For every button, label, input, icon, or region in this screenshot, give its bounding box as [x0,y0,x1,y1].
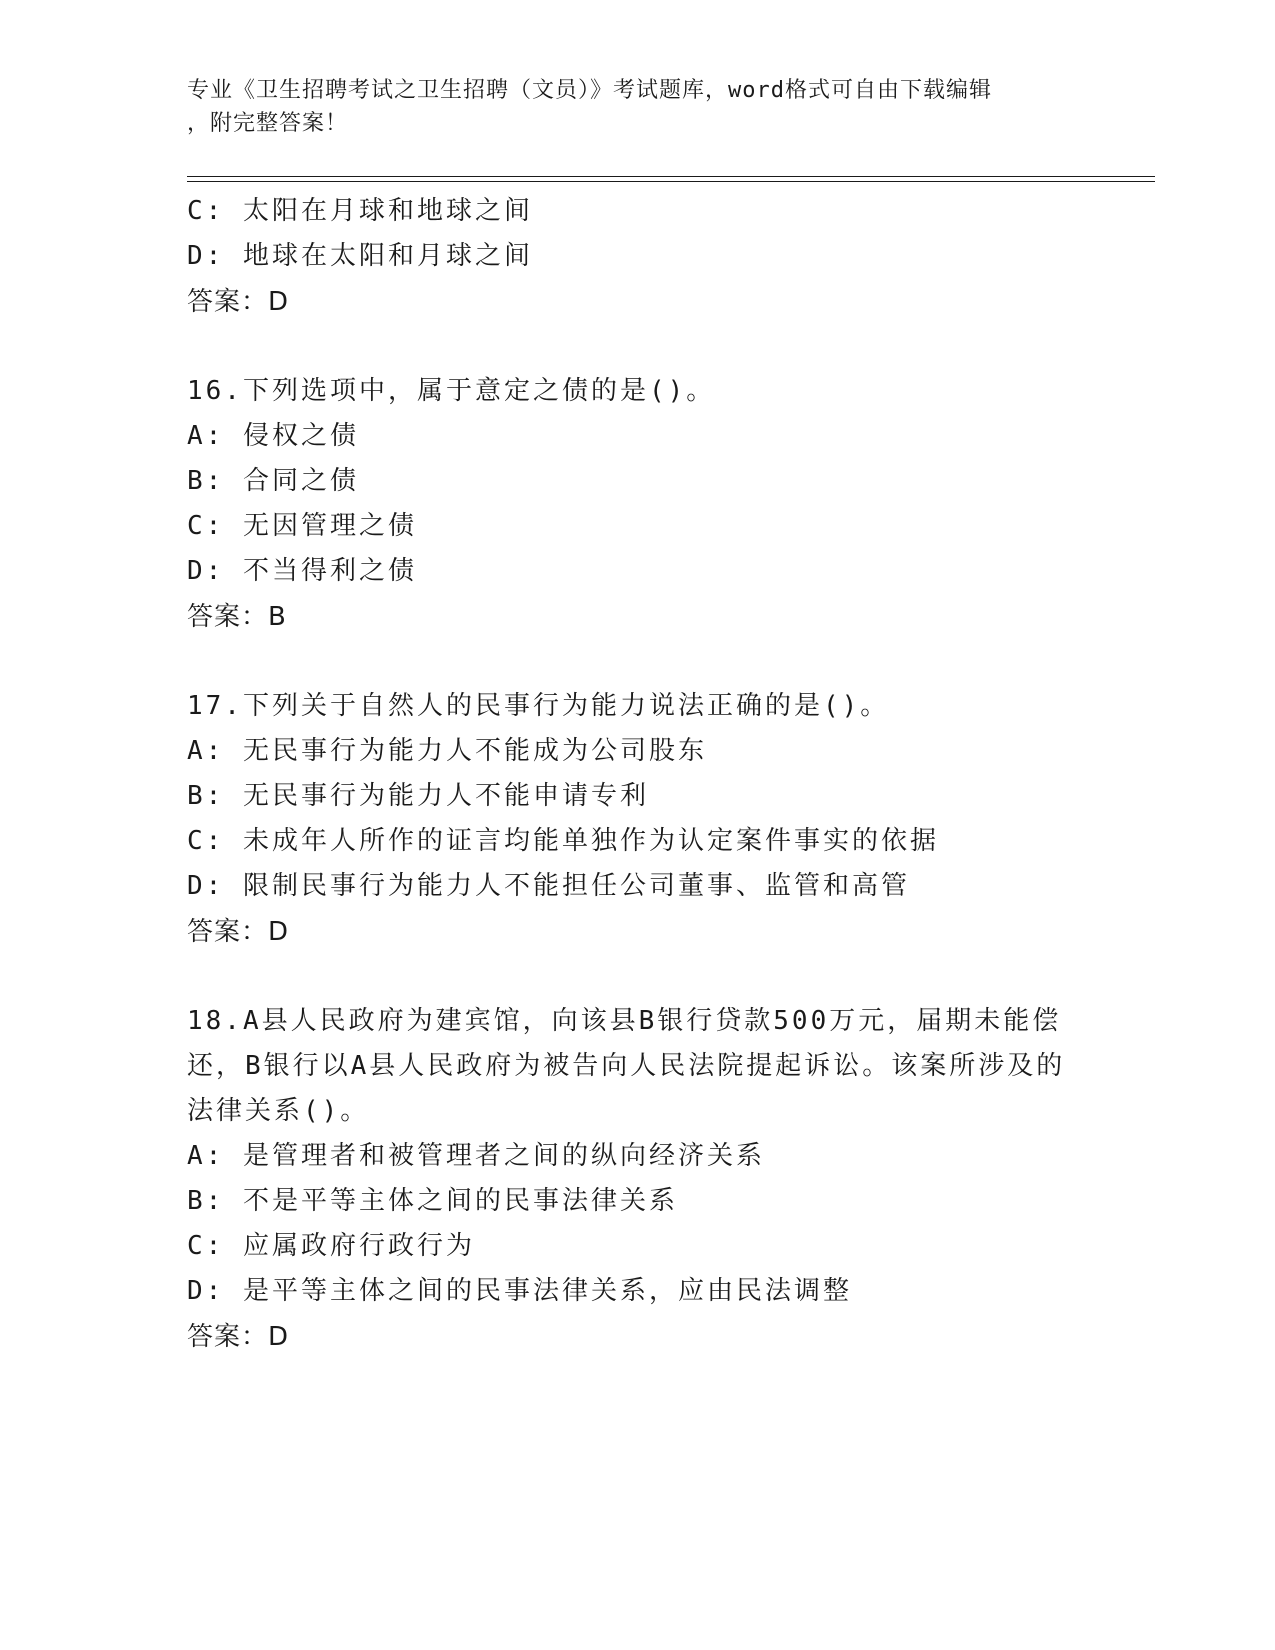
option-c: C: 无因管理之债 [187,511,417,541]
header-divider-top [187,176,1155,177]
question-list [187,189,1087,1361]
header-line-2: ，附完整答案！ [187,111,349,136]
option-c: C: 太阳在月球和地球之间 [187,196,533,226]
option-b: B: 合同之债 [187,466,359,496]
option-c: C: 未成年人所作的证言均能单独作为认定案件事实的依据 [187,826,939,856]
question-15-tail [187,189,1087,326]
document-header [187,74,1067,140]
option-d: D: 不当得利之债 [187,556,417,586]
answer: 答案：D [187,287,290,317]
option-c: C: 应属政府行政行为 [187,1231,475,1261]
option-a: A: 无民事行为能力人不能成为公司股东 [187,736,707,766]
question-text-line-2: 还，B银行以A县人民政府为被告向人民法院提起诉讼。该案所涉及的 [187,1051,1066,1081]
answer: 答案：D [187,1322,290,1352]
question-18 [187,999,1087,1361]
answer: 答案：B [187,602,287,632]
question-16 [187,369,1087,641]
option-d: D: 限制民事行为能力人不能担任公司董事、监管和高管 [187,871,910,901]
option-d: D: 是平等主体之间的民事法律关系，应由民法调整 [187,1276,852,1306]
option-a: A: 是管理者和被管理者之间的纵向经济关系 [187,1141,765,1171]
option-a: A: 侵权之债 [187,421,359,451]
question-17 [187,684,1087,956]
header-divider-bottom [187,181,1155,182]
question-text-line-1: 18.A县人民政府为建宾馆，向该县B银行贷款500万元，届期未能偿 [187,1006,1062,1036]
header-line-1: 专业《卫生招聘考试之卫生招聘（文员）》考试题库，word格式可自由下载编辑 [187,78,992,103]
answer: 答案：D [187,917,290,947]
option-b: B: 不是平等主体之间的民事法律关系 [187,1186,678,1216]
option-d: D: 地球在太阳和月球之间 [187,241,533,271]
question-text: 16.下列选项中，属于意定之债的是()。 [187,376,716,406]
option-b: B: 无民事行为能力人不能申请专利 [187,781,649,811]
question-text: 17.下列关于自然人的民事行为能力说法正确的是()。 [187,691,890,721]
question-text-line-3: 法律关系()。 [187,1096,370,1126]
